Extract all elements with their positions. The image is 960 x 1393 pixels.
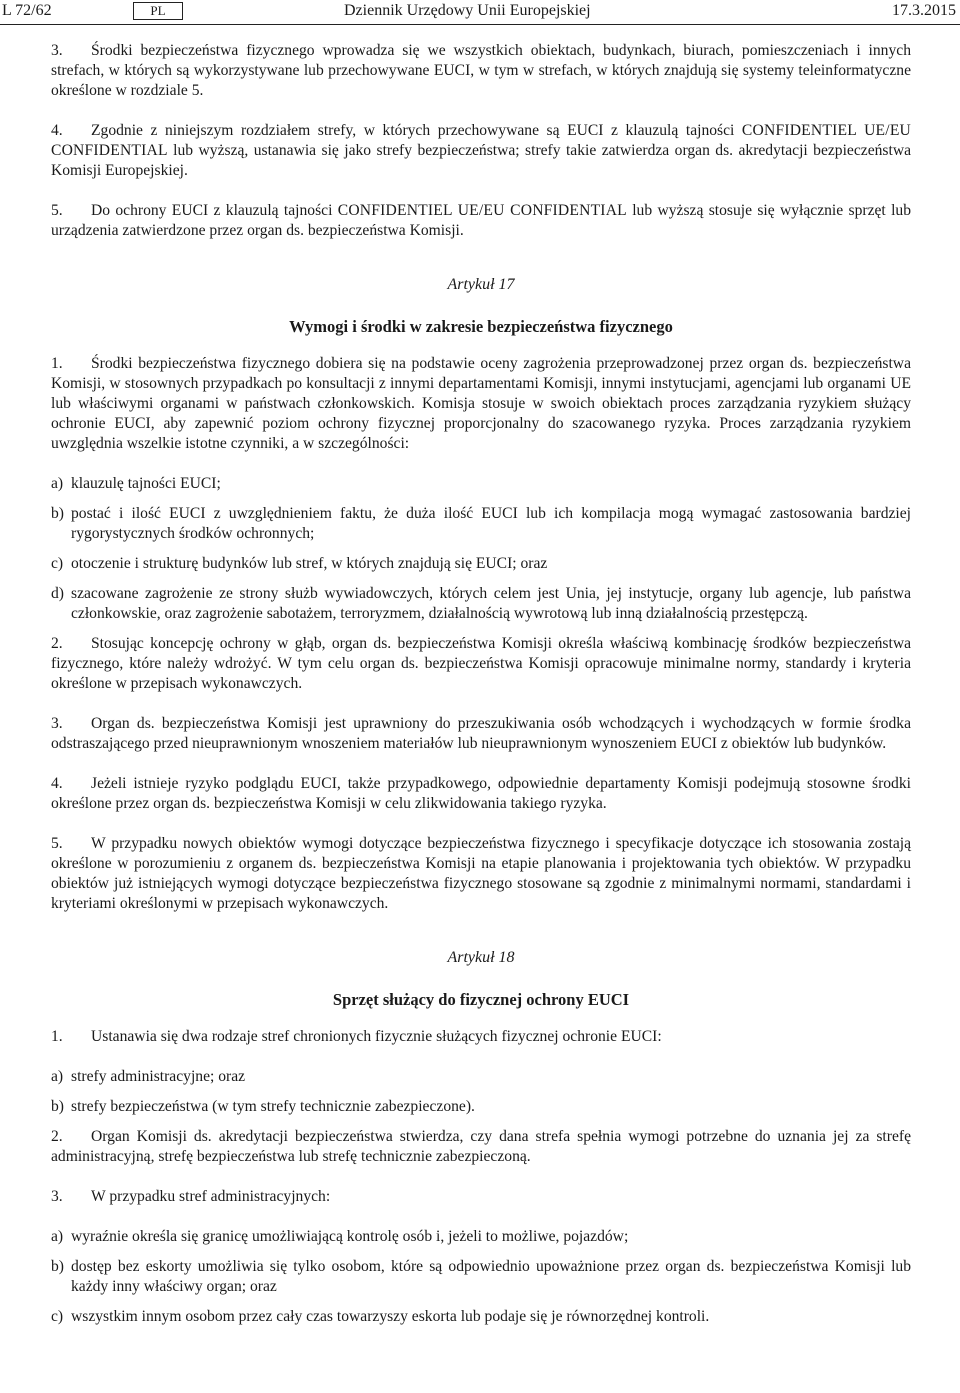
list-label: d) bbox=[51, 585, 64, 602]
list-text: postać i ilość EUCI z uwzględnieniem faktu, że duża ilość EUCI lub ich kompilacja mogą wymagać zastosowania bardziej rygorystycznych środków ochronnych; bbox=[71, 505, 911, 542]
art18-paragraph-3 bbox=[51, 1187, 911, 1207]
art17-paragraph-1 bbox=[51, 354, 911, 454]
art17-paragraph-3 bbox=[51, 714, 911, 754]
list-label: a) bbox=[51, 1068, 64, 1085]
paragraph-number: 3. bbox=[51, 715, 63, 732]
paragraph-text: lub wyższą, ustanawia się jako strefy bezpieczeństwa; strefy takie zatwierdza organ ds. akredytacji bezpieczeństwa Komisji Europejskiej. bbox=[51, 142, 911, 179]
paragraph-text: Organ ds. bezpieczeństwa Komisji jest uprawniony do przeszukiwania osób wchodzących i wychodzących w formie środka odstraszającego przed nieuprawnionym wnoszeniem materiałów lub nieuprawnionym wynoszeniem EUCI z obiektów lub budynków. bbox=[51, 715, 911, 752]
art17-paragraph-4 bbox=[51, 774, 911, 814]
list-label: c) bbox=[51, 1308, 64, 1325]
list-item bbox=[51, 584, 911, 624]
list-label: a) bbox=[51, 475, 64, 492]
paragraph-text: Środki bezpieczeństwa fizycznego wprowadza się we wszystkich obiektach, budynkach, biurach, pomieszczeniach i innych strefach, w których są wykorzystywane lub przechowywane EUCI, w tym w strefach, w których znajdują się systemy teleinformatyczne określone w rozdziale 5. bbox=[51, 42, 911, 99]
paragraph-number: 3. bbox=[51, 1188, 63, 1205]
paragraph-number: 4. bbox=[51, 122, 63, 139]
paragraph-3 bbox=[51, 41, 911, 101]
classification-label: CONFIDENTIEL UE/EU CONFIDENTIAL bbox=[337, 202, 627, 219]
publication-date: 17.3.2015 bbox=[892, 2, 956, 19]
paragraph-number: 5. bbox=[51, 835, 63, 852]
paragraph-text: Środki bezpieczeństwa fizycznego dobiera się na podstawie oceny zagrożenia przeprowadzonej przez organ ds. bezpieczeństwa Komisji, w stosownych przypadkach po konsultacji z innymi departamentami Komisji, innymi instytucjami, agencjami lub organami UE lub właściwymi organami w państwach członkowskich. Komisja stosuje w swoich obiektach proces zarządzania ryzykiem służący ochronie EUCI, aby zapewnić poziom ochrony fizycznej proporcjonalny do szacowanego ryzyka. Proces zarządzania ryzykiem uwzględnia wszelkie istotne czynniki, a w szczególności: bbox=[51, 355, 911, 452]
article-17-heading: Artykuł 17 bbox=[447, 276, 515, 293]
article-17-title: Wymogi i środki w zakresie bezpieczeństwa fizycznego bbox=[289, 317, 673, 336]
paragraph-number: 1. bbox=[51, 355, 63, 372]
paragraph-text: Ustanawia się dwa rodzaje stref chronionych fizycznie służących fizycznej ochronie EUCI: bbox=[91, 1028, 662, 1045]
article-18-heading: Artykuł 18 bbox=[447, 949, 515, 966]
page-header bbox=[0, 0, 960, 28]
list-label: b) bbox=[51, 505, 64, 522]
list-text: klauzulę tajności EUCI; bbox=[71, 475, 221, 492]
paragraph-text: Organ Komisji ds. akredytacji bezpieczeństwa stwierdza, czy dana strefa spełnia wymogi potrzebne do uznania jej za strefę administracyjną, strefę bezpieczeństwa lub strefę technicznie zabezpieczoną. bbox=[51, 1128, 911, 1165]
journal-title: Dziennik Urzędowy Unii Europejskiej bbox=[344, 2, 591, 19]
list-text: wyraźnie określa się granicę umożliwiającą kontrolę osób i, jeżeli to możliwe, pojazdów; bbox=[71, 1228, 629, 1245]
art17-paragraph-5 bbox=[51, 834, 911, 914]
paragraph-number: 3. bbox=[51, 42, 63, 59]
header-rule bbox=[0, 24, 960, 25]
paragraph-number: 2. bbox=[51, 1128, 63, 1145]
list-item bbox=[51, 1097, 911, 1117]
paragraph-text: W przypadku nowych obiektów wymogi dotyczące bezpieczeństwa fizycznego i specyfikacje dotyczące ich stosowania zostają określone w porozumieniu z organem ds. bezpieczeństwa Komisji na etapie planowania i projektowania tych obiektów. W przypadku obiektów już istniejących wymogi dotyczące bezpieczeństwa fizycznego stosowane są zgodnie z minimalnymi normami, standardami i kryteriami określonymi w przepisach wykonawczych. bbox=[51, 835, 911, 912]
list-item bbox=[51, 554, 911, 574]
paragraph-5 bbox=[51, 201, 911, 241]
list-text: strefy bezpieczeństwa (w tym strefy technicznie zabezpieczone). bbox=[71, 1098, 475, 1115]
list-label: c) bbox=[51, 555, 64, 572]
article-18-title: Sprzęt służący do fizycznej ochrony EUCI bbox=[332, 990, 630, 1009]
list-item bbox=[51, 1227, 911, 1247]
document-body bbox=[51, 41, 911, 1337]
classification-label: CONFIDENTIEL UE/EU CONFIDENTIAL bbox=[51, 122, 912, 159]
paragraph-number: 4. bbox=[51, 775, 63, 792]
list-text: dostęp bez eskorty umożliwia się tylko osobom, które są odpowiednio upoważnione przez organ ds. bezpieczeństwa Komisji lub każdy inny właściwy organ; oraz bbox=[71, 1258, 911, 1295]
list-text: otoczenie i strukturę budynków lub stref, w których znajdują się EUCI; oraz bbox=[71, 555, 548, 572]
paragraph-text: Zgodnie z niniejszym rozdziałem strefy, w których przechowywane są EUCI z klauzulą tajności bbox=[91, 122, 742, 139]
list-text: strefy administracyjne; oraz bbox=[71, 1068, 246, 1085]
list-item bbox=[51, 474, 911, 494]
paragraph-text: Stosując koncepcję ochrony w głąb, organ ds. bezpieczeństwa Komisji określa właściwą kombinację środków bezpieczeństwa fizycznego, które należy wdrożyć. W tym celu organ ds. bezpieczeństwa Komisji opracowuje minimalne normy, standardy i kryteria określone w przepisach wykonawczych. bbox=[51, 635, 911, 692]
paragraph-4 bbox=[51, 121, 911, 181]
paragraph-text: W przypadku stref administracyjnych: bbox=[91, 1188, 331, 1205]
paragraph-text: Jeżeli istnieje ryzyko podglądu EUCI, także przypadkowego, odpowiednie departamenty Komisji podejmują stosowne środki określone przez organ ds. bezpieczeństwa Komisji w celu zlikwidowania takiego ryzyka. bbox=[51, 775, 911, 812]
list-label: b) bbox=[51, 1098, 64, 1115]
paragraph-text: lub wyższą stosuje się wyłącznie sprzęt lub urządzenia zatwierdzone przez organ ds. bezpieczeństwa Komisji. bbox=[51, 202, 912, 239]
paragraph-number: 1. bbox=[51, 1028, 63, 1045]
art18-paragraph-2 bbox=[51, 1127, 911, 1167]
list-item bbox=[51, 1257, 911, 1297]
paragraph-number: 5. bbox=[51, 202, 63, 219]
paragraph-number: 2. bbox=[51, 635, 63, 652]
list-item bbox=[51, 1307, 911, 1327]
list-label: b) bbox=[51, 1258, 64, 1275]
art17-paragraph-2 bbox=[51, 634, 911, 694]
language-badge: PL bbox=[133, 2, 183, 20]
page-number: L 72/62 bbox=[2, 2, 52, 19]
paragraph-text: Do ochrony EUCI z klauzulą tajności bbox=[91, 202, 338, 219]
list-item bbox=[51, 1067, 911, 1087]
list-label: a) bbox=[51, 1228, 64, 1245]
list-text: wszystkim innym osobom przez cały czas towarzyszy eskorta lub podaje się je równorzędnej kontroli. bbox=[71, 1308, 710, 1325]
art18-paragraph-1 bbox=[51, 1027, 911, 1047]
list-text: szacowane zagrożenie ze strony służb wywiadowczych, których celem jest Unia, jej instytucje, organy lub agencje, lub państwa członkowskie, oraz zagrożenie sabotażem, terroryzmem, działalnością wywrotową lub inną działalnością przestępczą. bbox=[71, 585, 911, 622]
list-item bbox=[51, 504, 911, 544]
